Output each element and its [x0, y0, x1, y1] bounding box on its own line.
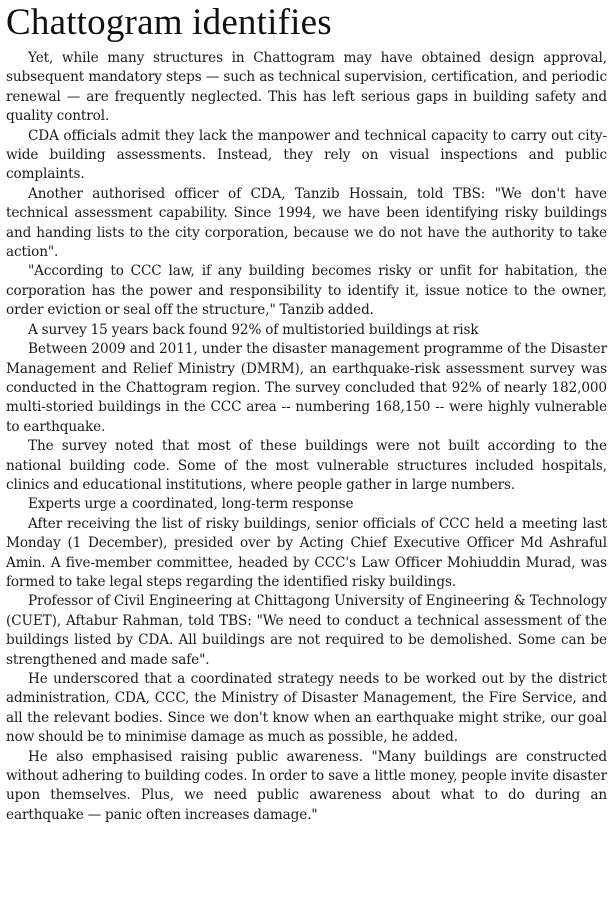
paragraph: After receiving the list of risky buildings, senior officials of CCC held a meeting last Monday (1 December), presided over by Acting Chief Executive Officer Md Ashraful Amin. A five-member committee, headed by CCC's Law Officer Mohiuddin Murad, was formed to take legal steps regarding the identified risky buildings.	[6, 515, 607, 590]
headline: Chattogram identifies	[6, 2, 332, 43]
subheading: A survey 15 years back found 92% of multistoried buildings at risk	[28, 321, 479, 338]
paragraph: He underscored that a coordinated strategy needs to be worked out by the district administration, CDA, CCC, the Ministry of Disaster Management, the Fire Service, and all the relevant bodies. Since we don't know when an earthquake might strike, our goal now should be to minimise damage as much as possible, he added.	[6, 671, 607, 746]
paragraph: Professor of Civil Engineering at Chittagong University of Engineering & Technology (CUET), Aftabur Rahman, told TBS: "We need to conduct a technical assessment of the buildings listed by CDA. All buildings are not required to be demolished. Some can be strengthened and made safe".	[6, 593, 607, 668]
article	[6, 0, 607, 825]
paragraph: He also emphasised raising public awareness. "Many buildings are constructed without adhering to building codes. In order to save a little money, people invite disaster upon themselves. Plus, we need public awareness about what to do during an earthquake — panic often increases damage."	[6, 748, 607, 823]
paragraph: Between 2009 and 2011, under the disaster management programme of the Disaster Management and Relief Ministry (DMRM), an earthquake-risk assessment survey was conducted in the Chattogram region. The survey concluded that 92% of nearly 182,000 multi-storied buildings in the CCC area -- numbering 168,150 -- were highly vulnerable to earthquake.	[6, 341, 607, 435]
paragraph: "According to CCC law, if any building becomes risky or unfit for habitation, the corporation has the power and responsibility to identify it, issue notice to the owner, order eviction or seal off the structure," Tanzib added.	[6, 263, 607, 319]
paragraph: The survey noted that most of these buildings were not built according to the national building code. Some of the most vulnerable structures included hospitals, clinics and educational institutions, where people gather in large numbers.	[6, 438, 607, 493]
paragraph: Another authorised officer of CDA, Tanzib Hossain, told TBS: "We don't have technical assessment capability. Since 1994, we have been identifying risky buildings and handing lists to the city corporation, because we do not have the authority to take action".	[6, 185, 607, 261]
paragraph: Yet, while many structures in Chattogram may have obtained design approval, subsequent mandatory steps — such as technical supervision, certification, and periodic renewal — are frequently neglected. This has left serious gaps in building safety and quality control.	[6, 50, 607, 125]
paragraph: CDA officials admit they lack the manpower and technical capacity to carry out city-wide building assessments. Instead, they rely on visual inspections and public complaints.	[6, 127, 607, 183]
subheading: Experts urge a coordinated, long-term response	[28, 496, 354, 513]
